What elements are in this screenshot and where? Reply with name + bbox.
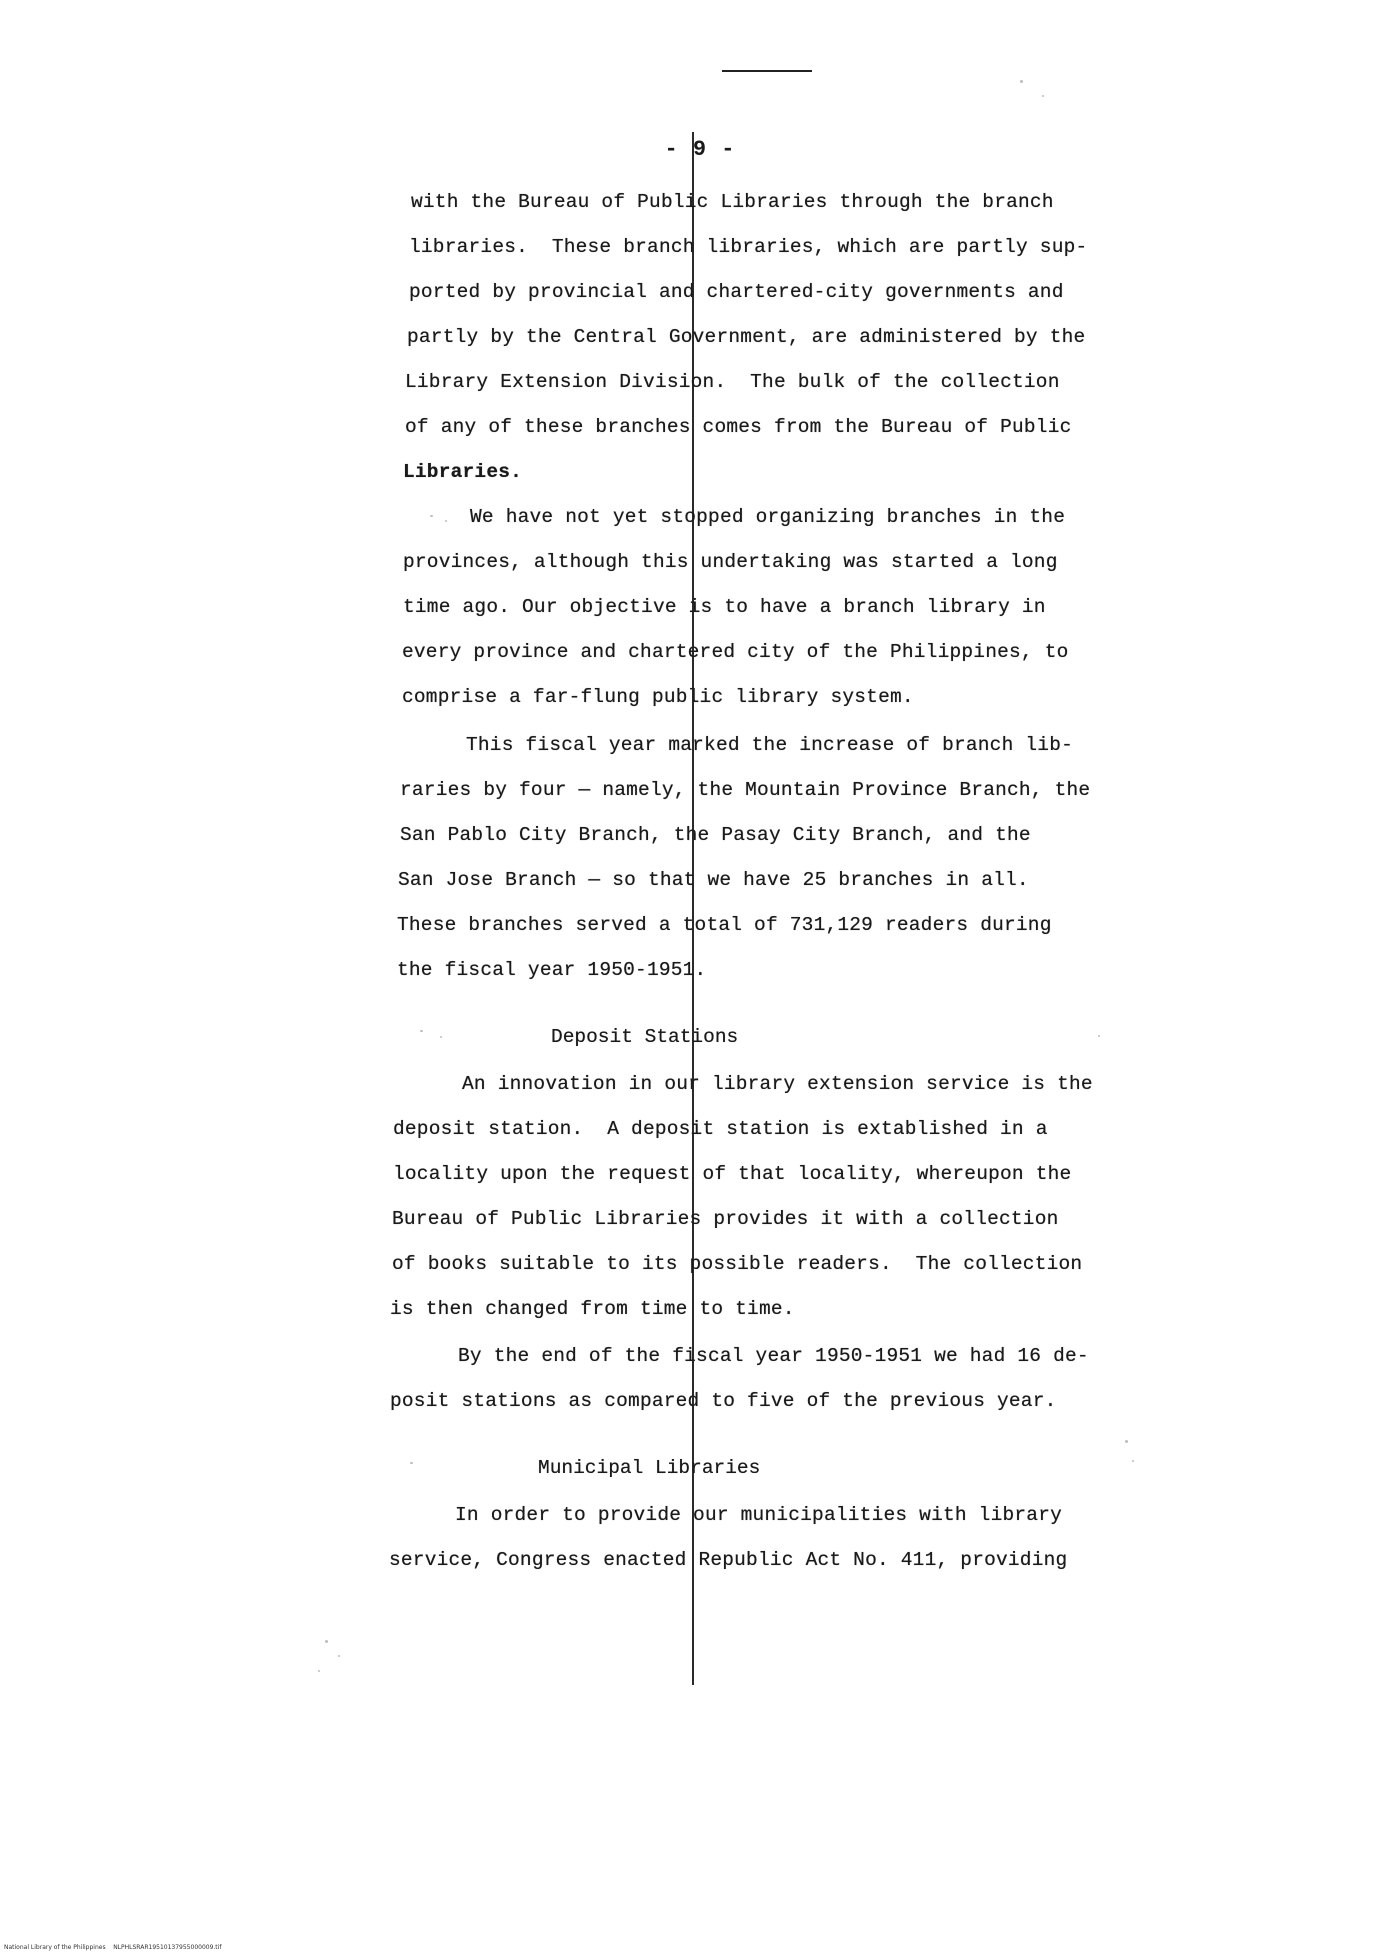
text-line: San Pablo City Branch, the Pasay City Branch, and the: [400, 824, 1031, 846]
text-line: libraries. These branch libraries, which are partly sup-: [409, 236, 1088, 258]
text-line: service, Congress enacted Republic Act No. 411, providing: [389, 1549, 1068, 1571]
scan-fold-line: [692, 132, 694, 1685]
text-line: ported by provincial and chartered-city governments and: [409, 281, 1064, 303]
scan-speck: [1098, 1035, 1100, 1037]
scan-speck: [430, 515, 433, 517]
text-line: In order to provide our municipalities with library: [455, 1504, 1062, 1526]
text-line: Bureau of Public Libraries provides it with a collection: [392, 1208, 1059, 1230]
text-line: comprise a far-flung public library system.: [402, 686, 914, 708]
text-line: Library Extension Division. The bulk of the collection: [405, 371, 1060, 393]
page-number: - 9 -: [664, 137, 736, 162]
section-heading-municipal-libraries: Municipal Libraries: [538, 1457, 761, 1479]
text-line: By the end of the fiscal year 1950-1951 we had 16 de-: [458, 1345, 1089, 1367]
text-line: An innovation in our library extension service is the: [462, 1073, 1093, 1095]
text-line: provinces, although this undertaking was started a long: [403, 551, 1058, 573]
text-line: time ago. Our objective is to have a branch library in: [403, 596, 1046, 618]
scan-speck: [338, 1655, 340, 1657]
text-line: deposit station. A deposit station is extablished in a: [393, 1118, 1048, 1140]
scan-speck: [1042, 95, 1044, 97]
scan-speck: [325, 1640, 328, 1643]
text-line: partly by the Central Government, are administered by the: [407, 326, 1086, 348]
top-rule: [722, 70, 812, 72]
text-line: These branches served a total of 731,129 readers during: [397, 914, 1052, 936]
scan-speck: [1132, 1460, 1134, 1462]
scan-speck: [1125, 1440, 1128, 1443]
text-line: with the Bureau of Public Libraries through the branch: [411, 191, 1054, 213]
text-line: of books suitable to its possible readers. The collection: [392, 1253, 1083, 1275]
text-line: San Jose Branch — so that we have 25 branches in all.: [398, 869, 1029, 891]
scan-speck: [440, 1036, 442, 1038]
text-line: locality upon the request of that locality, whereupon the: [393, 1163, 1072, 1185]
text-line: every province and chartered city of the Philippines, to: [402, 641, 1069, 663]
text-line: raries by four — namely, the Mountain Province Branch, the: [400, 779, 1091, 801]
text-line: posit stations as compared to five of the previous year.: [390, 1390, 1057, 1412]
text-line: We have not yet stopped organizing branches in the: [470, 506, 1066, 528]
scan-speck: [445, 520, 447, 522]
text-line: the fiscal year 1950-1951.: [397, 959, 707, 981]
text-line: is then changed from time to time.: [390, 1298, 795, 1320]
scan-speck: [318, 1670, 320, 1672]
scan-speck: [420, 1030, 423, 1032]
scan-footer: National Library of the Philippines NLPHLSRAR19510137955000009.tif: [4, 1944, 222, 1951]
text-line: of any of these branches comes from the Bureau of Public: [405, 416, 1072, 438]
text-line: Libraries.: [403, 461, 523, 483]
scan-speck: [1020, 80, 1023, 83]
section-heading-deposit-stations: Deposit Stations: [551, 1026, 739, 1048]
text-line: This fiscal year marked the increase of branch lib-: [466, 734, 1073, 756]
scan-speck: [410, 1462, 413, 1464]
